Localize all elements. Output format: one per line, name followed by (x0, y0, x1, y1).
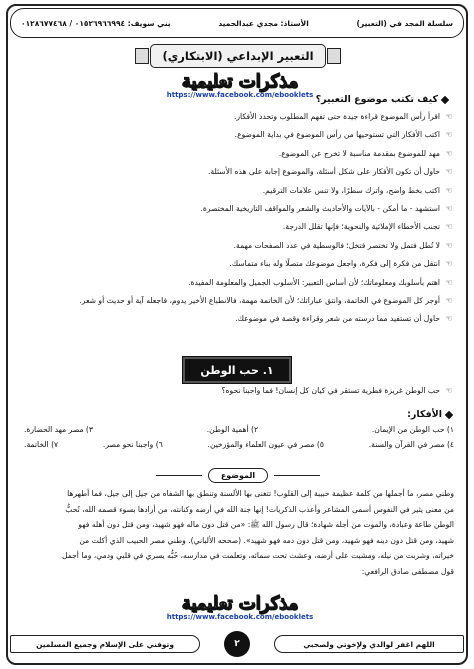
essay-line: خيراته، وشربت من نيله، ومشيت على أرضه، وعشت تحت سمائه، وتعلمت في مدارسه، حُبُّه يسري في قلبي ودمي، وما أجمل (61, 551, 454, 561)
pointing-hand-icon: ☜ (445, 259, 453, 269)
element-item: ٧) الخاتمة. (24, 440, 59, 449)
pointing-hand-icon: ☜ (445, 185, 453, 195)
footer-prayer-left: وتوفني على الإسلام وجميع المسلمين (10, 635, 200, 653)
topic-title-box (183, 357, 291, 383)
topic-question (222, 386, 454, 395)
essay-body (20, 486, 454, 580)
element-item: ٥) مصر في عيون العلماء والمؤرخين. (207, 440, 324, 449)
elements-row (24, 425, 454, 434)
contact-phones: بني سويف: ٠١٥٢٦٩٦٦٩٩٤ / ٠١٢٨٦٧٧٤٦٨ (21, 18, 171, 28)
essay-label: الموضوع (208, 468, 268, 483)
essay-line: وطني مصر، ما أجملها من كلمة عظيمة حبيبة إلى القلوب! تتغنى بها الألسنة وتنطق بها الشفاه من جيل إلى جيل، فما أطهرها (67, 489, 454, 498)
essay-line: من معنى يثير في النفوس أسمى المشاعر وأعذب الذكريات! إنها جنة الله في أرضه وكنانته، من أرادها بسوء قصمه الله، تُحبُّ (65, 504, 454, 514)
element-item: ٤) مصر في القرآن والسنة. (368, 440, 454, 449)
page-footer (10, 630, 464, 658)
series-name: سلسلة المجد في (التعبير) (356, 18, 453, 28)
elements-row (24, 440, 454, 449)
elements-heading (407, 409, 452, 420)
diamond-bullet-icon (441, 95, 449, 103)
pointing-hand-icon: ☜ (445, 167, 453, 177)
footer-prayer-right: اللهم اغفر لوالدي ولإخوتي ولصحبي (274, 635, 464, 653)
pointing-hand-icon: ☜ (445, 386, 453, 395)
topic-title: ١. حب الوطن (200, 363, 274, 377)
page-number: ٢ (224, 631, 250, 657)
section-heading (316, 94, 448, 105)
lesson-title-ribbon (150, 44, 326, 68)
teacher-name: الأستاذ: مجدي عبدالحميد (218, 18, 309, 28)
topic-question-text: حب الوطن غريزة فطرية تستقر في كيان كل إنسان! فما واجبنا نحوه؟ (221, 386, 440, 395)
element-item: ١) حب الوطن من الإيمان. (371, 425, 454, 434)
pointing-hand-icon: ☜ (445, 112, 453, 121)
pointing-hand-icon: ☜ (445, 222, 453, 232)
essay-divider (150, 467, 326, 483)
watermark-url: https://www.facebook.com/ebooklets (166, 613, 314, 621)
list-item: ☜ استشهد - ما أمكن - بالآيات والأحاديث والشعر والمواقف التاريخية المختصرة. (200, 203, 453, 213)
element-item: ٦) واجبنا نحو مصر. (102, 440, 163, 449)
list-item: ☜ انتقل من فكرة إلى فكرة، واجعل موضوعك متصلًا وله بناء متماسك. (229, 259, 453, 269)
section-heading-text: كيف تكتب موضوع التعبير؟ (315, 94, 438, 105)
list-item: ☜ تجنب الأخطاء الإملائية والنحوية؛ فإنها تقلل الدرجة. (282, 222, 453, 232)
watermark-url: https://www.facebook.com/ebooklets (166, 91, 314, 99)
watermark-title: مذكرات تعليمية (181, 593, 299, 614)
watermark-bottom (90, 594, 390, 622)
pointing-hand-icon: ☜ (445, 130, 453, 140)
essay-line: الوطن طاعة وعبادة، والموت من أجله شهادة؛ قال رسول الله ﷺ: «من قتل دون ماله فهو شهيد، ومن قتل دون أهله فهو (78, 520, 454, 530)
element-item: ٣) مصر مهد الحضارة. (24, 425, 93, 434)
diamond-bullet-icon (445, 410, 453, 418)
pointing-hand-icon: ☜ (445, 314, 453, 324)
elements-list (24, 425, 454, 455)
essay-line: شهيد، ومن قتل دون دينه فهو شهيد، ومن قتل دون دمه فهو شهيد». (صححه الألباني). وطني مصر الحبيب الذي أكلت من (79, 535, 454, 545)
watermark-title: مذكرات تعليمية (181, 71, 299, 92)
list-item: ☜ اهتم بأسلوبك ومعلوماتك؛ لأن أساس التعبير: الأسلوب الجميل والمعلومة المفيدة. (188, 277, 453, 287)
pointing-hand-icon: ☜ (445, 295, 453, 305)
pointing-hand-icon: ☜ (445, 240, 453, 250)
list-item: ☜ اكتب الأفكار التي تستوحيها من رأس الموضوع في بداية الموضوع. (234, 130, 453, 140)
tips-list (24, 112, 454, 333)
list-item: ☜ حاول أن تكون الأفكار على شكل أسئلة، والموضوع إجابة على هذه الأسئلة. (207, 167, 453, 177)
list-item: ☜ اكتب بخط واضح، واترك سطرًا، ولا تنس علامات الترقيم. (262, 185, 453, 195)
elements-heading-text: الأفكار: (407, 409, 442, 420)
list-item: ☜ حاول أن تستفيد مما درسته من شعر وقراءة وقصة في موضوعك. (235, 314, 453, 324)
page-header (10, 8, 464, 38)
list-item: ☜ مهد للموضوع بمقدمة مناسبة لا تخرج عن الموضوع. (278, 148, 453, 158)
list-item: ☜ اقرأ رأس الموضوع قراءة جيدة حتى تفهم المطلوب وتحدد الأفكار. (233, 112, 453, 121)
list-item: ☜ أوجز كل الموضوع في الخاتمة، وانتق عباراتك؛ لأن الخاتمة مهمة، فالانطباع الأخير يدوم، فاجعله آية أو حديث أو شعر. (79, 295, 453, 305)
lesson-title: التعبير الإبداعي (الابتكاري) (162, 49, 314, 63)
pointing-hand-icon: ☜ (445, 203, 453, 213)
essay-line: قول مصطفى صادق الرافعي: (361, 566, 454, 576)
list-item: ☜ لا تُطل فتمل ولا تختصر فتخل؛ فالوسطية في عدد الصفحات مهمة. (233, 240, 453, 250)
element-item: ٢) أهمية الوطن. (206, 425, 259, 434)
pointing-hand-icon: ☜ (445, 277, 453, 287)
pointing-hand-icon: ☜ (445, 148, 453, 158)
